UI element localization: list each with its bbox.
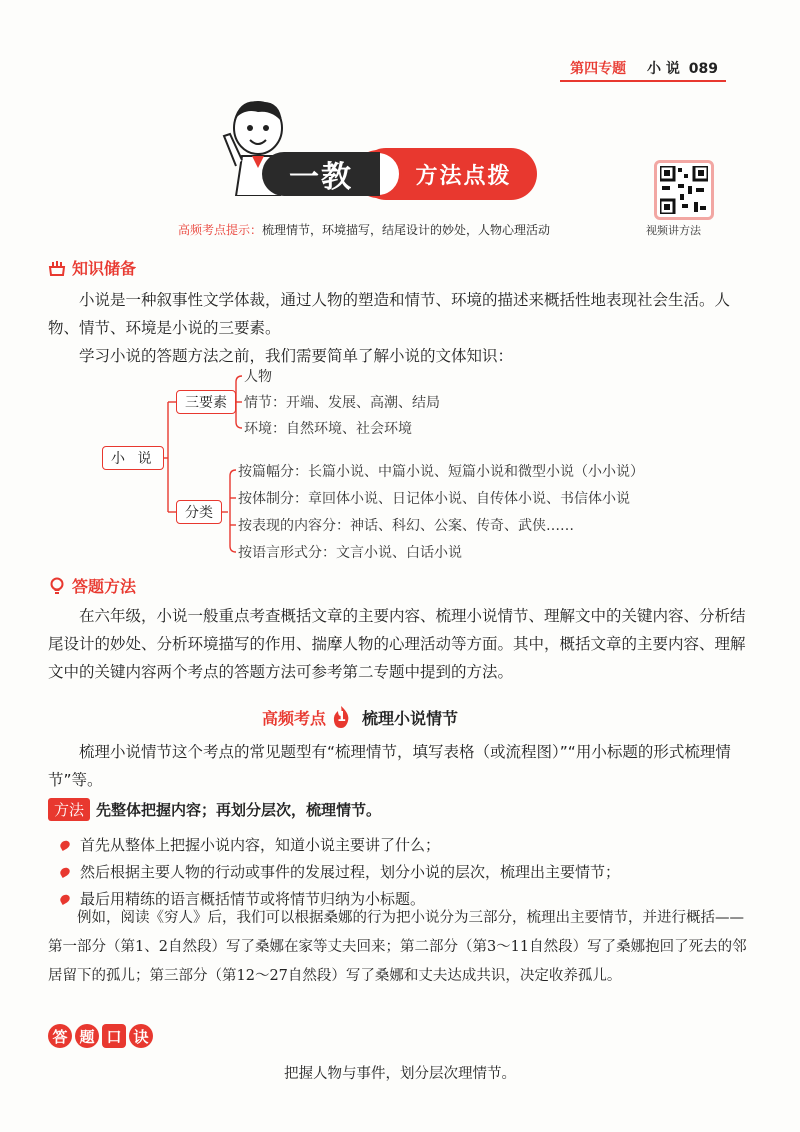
mindmap-leaf: 按表现的内容分：神话、科幻、公案、传奇、武侠…… bbox=[238, 518, 574, 534]
answer-method-title-text: 答题方法 bbox=[72, 577, 137, 596]
mindmap-branch-categories: 分类 bbox=[176, 500, 222, 524]
bullet-icon bbox=[59, 839, 72, 851]
banner-title: 一教 bbox=[262, 152, 380, 196]
method-bullet bbox=[60, 834, 440, 855]
mindmap-leaf: 环境：自然环境、社会环境 bbox=[244, 421, 412, 437]
keypoint-heading bbox=[262, 706, 458, 729]
section-banner bbox=[262, 148, 537, 200]
method-bullet-text: 首先从整体上把握小说内容，知道小说主要讲了什么； bbox=[80, 836, 441, 854]
exam-hint-label: 高频考点提示： bbox=[178, 223, 263, 237]
method-bullet-text: 然后根据主要人物的行动或事件的发展过程，划分小说的层次，梳理出主要情节； bbox=[80, 863, 621, 881]
method-line bbox=[48, 798, 381, 821]
mindmap-leaf: 按体制分：章回体小说、日记体小说、自传体小说、书信体小说 bbox=[238, 491, 630, 507]
qr-code[interactable] bbox=[654, 160, 714, 220]
exam-hint-text: 梳理情节，环境描写，结尾设计的妙处，人物心理活动 bbox=[262, 223, 551, 237]
answer-method-section-title bbox=[48, 574, 136, 597]
qr-pattern-icon bbox=[660, 166, 708, 214]
exam-hint bbox=[178, 221, 550, 238]
mindmap-leaf: 按语言形式分：文言小说、白话小说 bbox=[238, 545, 462, 561]
page-number: 089 bbox=[688, 61, 718, 77]
knowledge-section-title bbox=[48, 256, 136, 279]
knowledge-title-text: 知识储备 bbox=[72, 259, 137, 278]
method-tag: 方法 bbox=[48, 798, 90, 821]
keypoint-number: 1 bbox=[337, 709, 347, 725]
bullet-icon bbox=[59, 866, 72, 878]
knowledge-paragraph-1: 小说是一种叙事性文学体裁，通过人物的塑造和情节、环境的描述来概括性地表现社会生活。人物、情节、环境是小说的三要素。 bbox=[48, 291, 731, 337]
chapter-label: 第四专题 bbox=[570, 61, 627, 77]
method-bullet bbox=[60, 861, 620, 882]
mnemonic-char: 答 bbox=[48, 1024, 72, 1048]
lightbulb-icon bbox=[48, 577, 66, 595]
mindmap-leaf: 按篇幅分：长篇小说、中篇小说、短篇小说和微型小说（小小说） bbox=[238, 464, 644, 480]
mindmap-leaf: 人物 bbox=[244, 369, 272, 385]
method-text: 先整体把握内容；再划分层次，梳理情节。 bbox=[96, 801, 382, 819]
method-bullet-text: 最后用精练的语言概括情节或将情节归纳为小标题。 bbox=[80, 890, 426, 908]
keypoint-intro: 梳理小说情节这个考点的常见题型有“梳理情节，填写表格（或流程图）”“用小标题的形式梳理情节”等。 bbox=[48, 743, 731, 789]
knowledge-paragraph-2: 学习小说的答题方法之前，我们需要简单了解小说的文体知识： bbox=[79, 347, 514, 365]
mindmap-root: 小 说 bbox=[102, 446, 164, 470]
book-basket-icon bbox=[48, 259, 66, 277]
answer-mnemonic-text: 把握人物与事件，划分层次理情节。 bbox=[284, 1066, 516, 1082]
answer-mnemonic-badge bbox=[48, 1024, 153, 1048]
banner-subtitle bbox=[360, 148, 537, 200]
mindmap-branch-elements: 三要素 bbox=[176, 390, 236, 414]
bullet-icon bbox=[59, 893, 72, 905]
mnemonic-char: 诀 bbox=[129, 1024, 153, 1048]
section-label: 小 说 bbox=[647, 61, 680, 77]
keypoint-tag: 高频考点 bbox=[262, 709, 327, 728]
example-paragraph: 例如，阅读《穷人》后，我们可以根据桑娜的行为把小说分为三部分，梳理出主要情节，并进行概括——第一部分（第1、2自然段）写了桑娜在家等丈夫回来；第二部分（第3～11自然段）写了桑娜抱回了死去的邻居留下的孤儿；第三部分（第12～27自然段）写了桑娜和丈夫达成共识，决定收养孤儿。 bbox=[48, 910, 747, 984]
qr-caption: 视频讲方法 bbox=[646, 224, 701, 237]
banner-subtitle-text: 方法点拨 bbox=[415, 163, 512, 189]
keypoint-title: 梳理小说情节 bbox=[362, 709, 459, 728]
flame-number-icon bbox=[330, 707, 352, 729]
answer-method-paragraph: 在六年级，小说一般重点考查概括文章的主要内容、梳理小说情节、理解文中的关键内容、分析结尾设计的妙处、分析环境描写的作用、揣摩人物的心理活动等方面。其中，概括文章的主要内容、理解文中的关键内容两个考点的答题方法可参考第二专题中提到的方法。 bbox=[48, 607, 746, 681]
page-header bbox=[570, 58, 718, 78]
header-rule bbox=[560, 80, 726, 82]
mnemonic-char: 题 bbox=[75, 1024, 99, 1048]
mindmap-leaf: 情节：开端、发展、高潮、结局 bbox=[244, 395, 440, 411]
mnemonic-char: 口 bbox=[102, 1024, 126, 1048]
